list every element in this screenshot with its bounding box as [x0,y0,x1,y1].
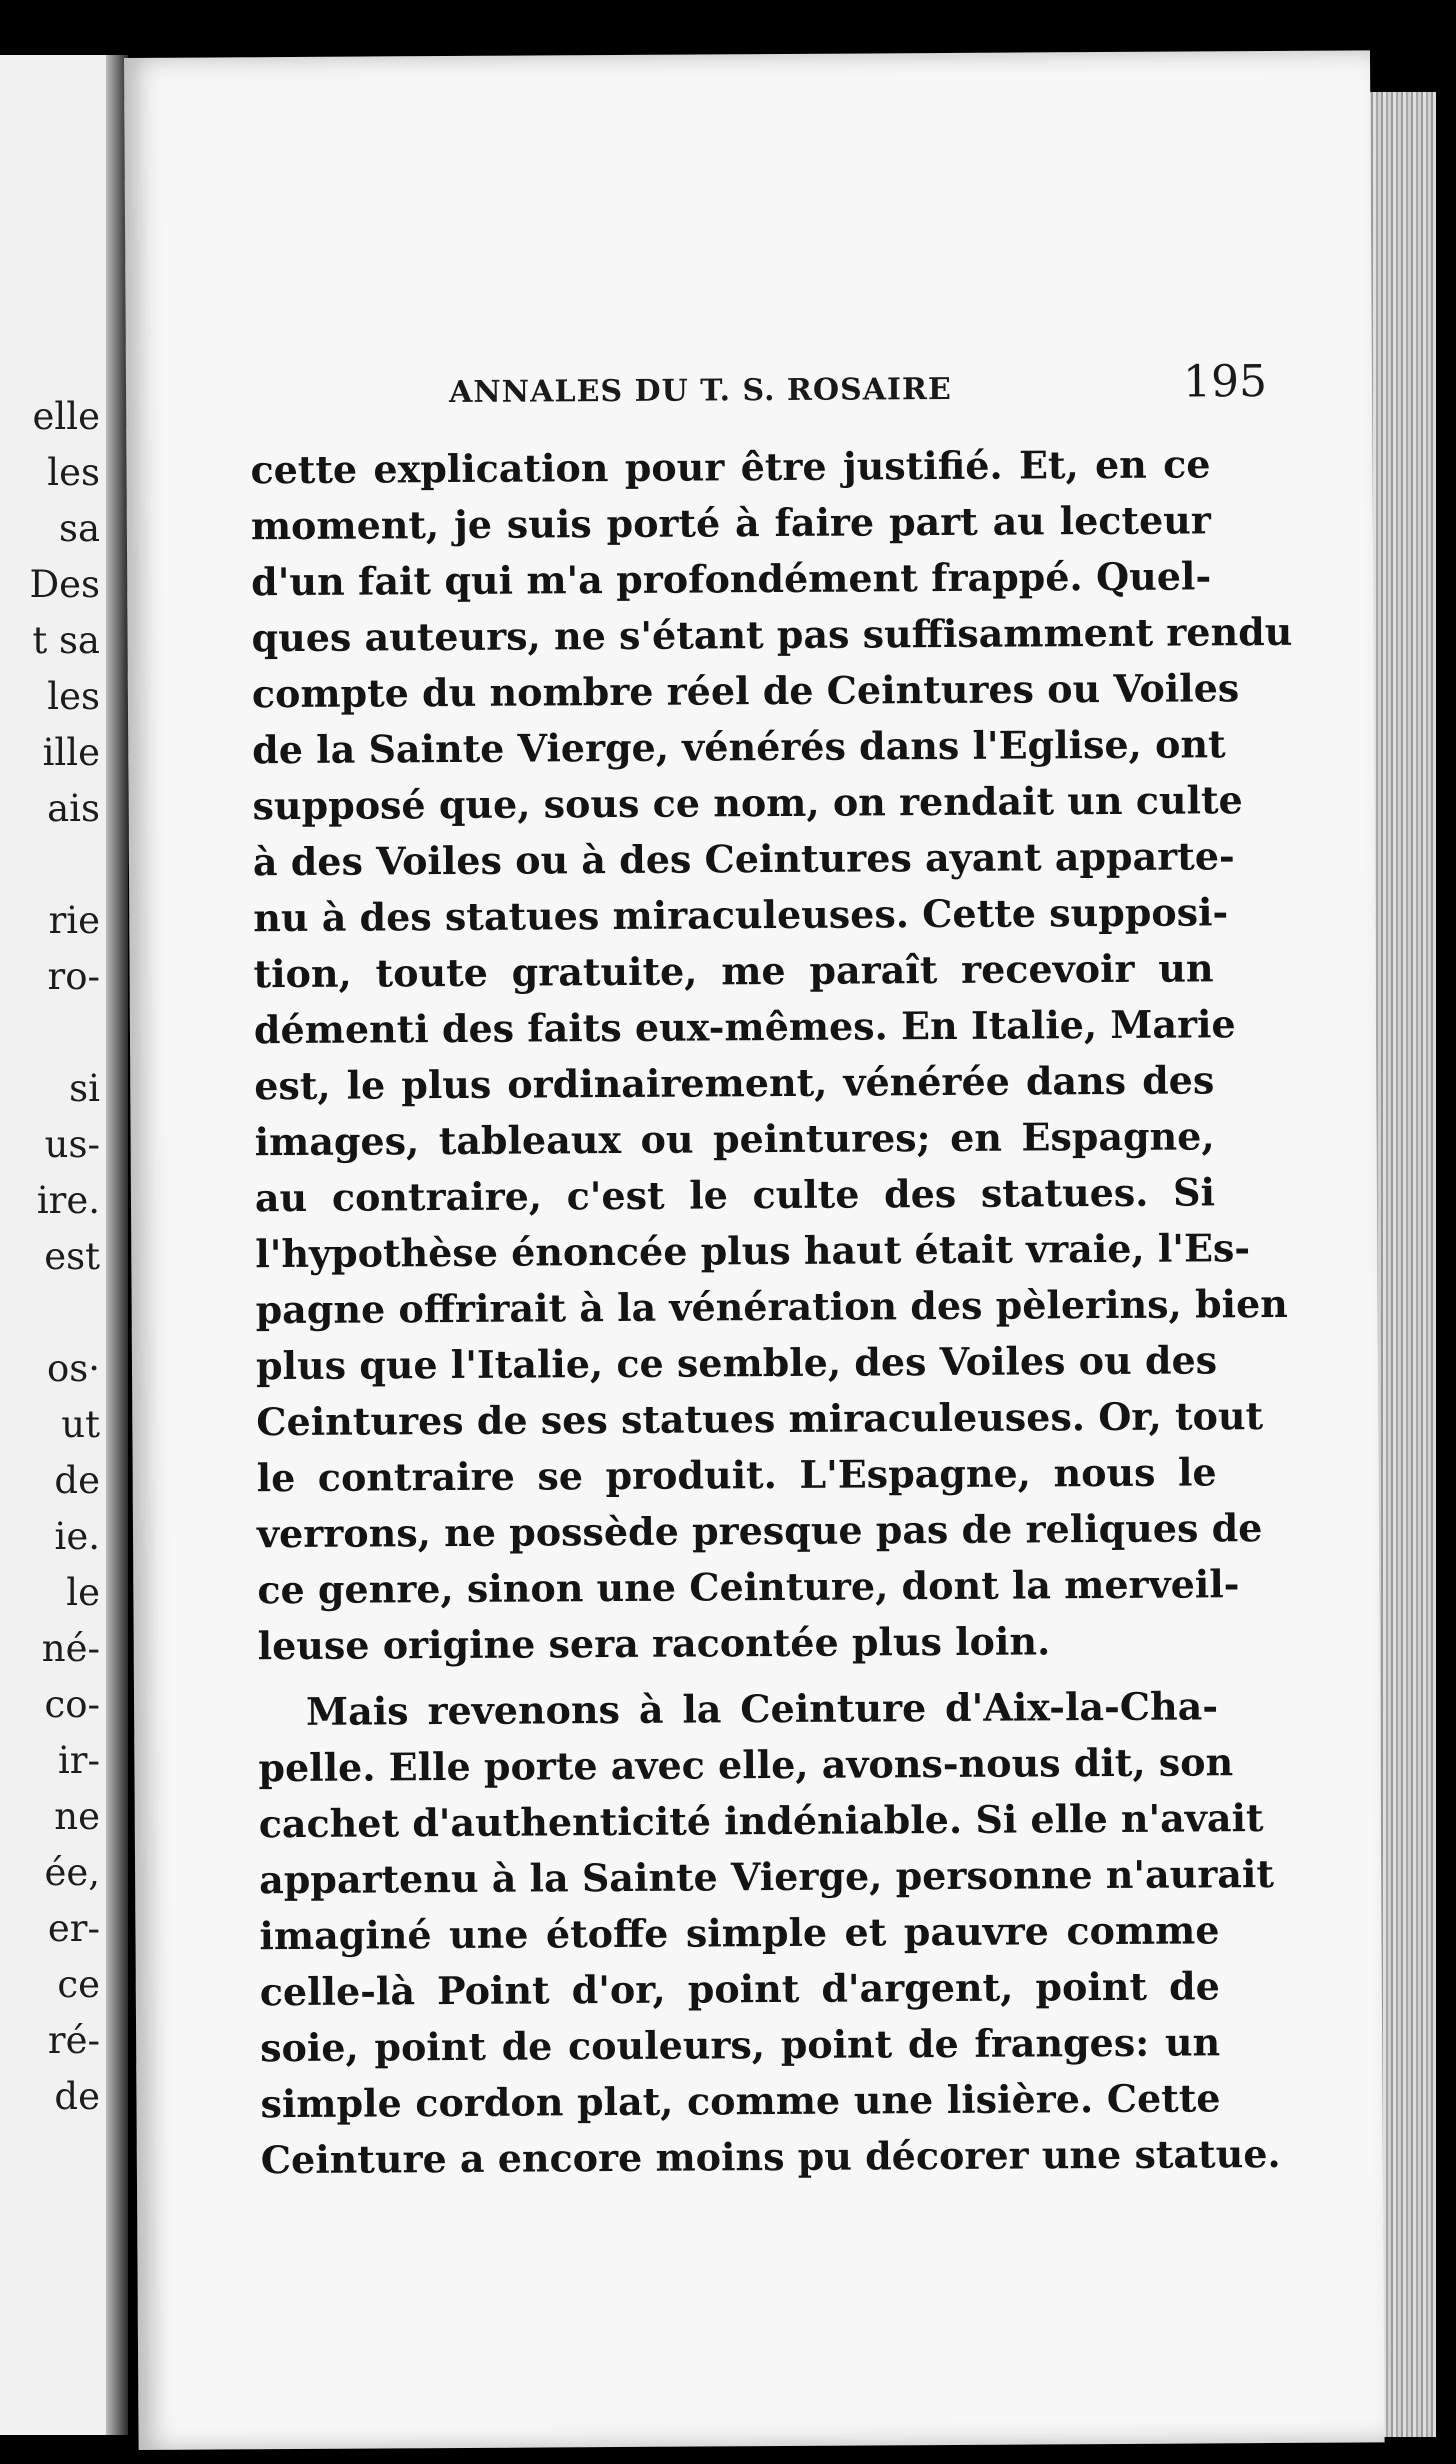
text-line: de la Sainte Vierge, vénérés dans l'Eglise, ont [252,721,1226,773]
text-line: le contraire se produit. L'Espagne, nous le [256,1449,1217,1501]
text-line: imaginé une étoffe simple et pauvre comme [259,1907,1220,1959]
text-line: compte du nombre réel de Ceintures ou Voiles [251,665,1240,717]
text-line: verrons, ne possède presque pas de reliques de [256,1505,1263,1557]
left-page-fragment: elle [32,395,100,438]
left-page-fragment: ré- [47,2019,100,2062]
text-line: Ceintures de ses statues miraculeuses. Or, tout [256,1393,1264,1445]
running-title: ANNALES DU T. S. ROSAIRE [448,371,952,411]
left-page-fragment: Des [29,563,100,606]
book-page [124,50,1385,2450]
text-line: celle-là Point d'or, point d'argent, point de [259,1963,1220,2015]
text-line: au contraire, c'est le culte des statues. Si [254,1169,1216,1221]
left-page-fragment: ce [57,1963,100,2006]
text-line: nu à des statues miraculeuses. Cette supposi- [253,889,1229,941]
left-page-fragment: ut [61,1403,100,1446]
left-page-fragment: ée, [44,1851,100,1894]
left-page-fragment: le [66,1571,100,1614]
running-head [319,356,1279,422]
left-page-fragment: est [44,1235,100,1278]
left-page-fragment: os· [46,1347,100,1390]
text-line: d'un fait qui m'a profondément frappé. Quel- [251,553,1212,605]
text-line: Mais revenons à la Ceinture d'Aix-la-Cha- [305,1683,1219,1734]
text-line: simple cordon plat, comme une lisière. Cette [260,2075,1221,2127]
left-page-fragment: les [47,675,100,718]
text-line: cachet d'authenticité indéniable. Si elle n'avait [258,1795,1264,1847]
text-line: supposé que, sous ce nom, on rendait un culte [252,777,1243,829]
body-text [250,436,1293,2188]
text-line: à des Voiles ou à des Ceintures ayant apparte- [252,833,1235,885]
text-line: soie, point de couleurs, point de franges: un [260,2019,1221,2071]
left-page-fragment: ne [54,1795,100,1838]
text-line: pagne offrirait à la vénération des pèlerins, bien [255,1280,1288,1333]
text-line: est, le plus ordinairement, vénérée dans des [254,1057,1215,1109]
text-line: images, tableaux ou peintures; en Espagne, [254,1113,1215,1165]
book-gutter [106,55,128,2435]
left-page-fragment: co- [44,1683,100,1726]
left-page-fragment: les [47,451,100,494]
text-line: Ceinture a encore moins pu décorer une statue. [260,2130,1281,2183]
text-line: ce genre, sinon une Ceinture, dont la merveil- [257,1561,1240,1613]
text-line: appartenu à la Sainte Vierge, personne n'aurait [258,1851,1275,1903]
text-line: moment, je suis porté à faire part au lecteur [250,497,1211,549]
text-line: plus que l'Italie, ce semble, des Voiles ou des [255,1337,1218,1389]
left-page-edge [0,55,128,2435]
text-line: leuse origine sera racontée plus loin. [257,1618,1051,1669]
left-page-fragment: ille [42,731,100,774]
text-line: pelle. Elle porte avec elle, avons-nous dit, son [258,1739,1234,1791]
left-page-fragment: de [54,1459,100,1502]
left-page-fragment: sa [58,507,100,550]
left-page-fragment: né- [41,1627,100,1670]
left-page-fragment: ire. [36,1179,100,1222]
left-page-fragment: ro- [47,955,100,998]
left-page-fragment: ir- [57,1739,100,1782]
left-page-fragment: de [54,2075,100,2118]
page-number: 195 [1182,356,1268,408]
left-page-fragment: us- [44,1123,100,1166]
left-page-fragment: ais [47,787,100,830]
left-page-fragment: ie. [54,1515,100,1558]
text-line: l'hypothèse énoncée plus haut était vraie, l'Es- [255,1225,1251,1277]
text-line: cette explication pour être justifié. Et, en ce [250,441,1211,493]
text-line: démenti des faits eux-mêmes. En Italie, Marie [253,1001,1236,1053]
left-page-fragment: si [69,1067,100,1110]
left-page-fragment: rie [48,899,100,942]
left-page-fragment: er- [47,1907,100,1950]
text-line: ques auteurs, ne s'étant pas suffisamment rendu [251,608,1293,661]
text-line: tion, toute gratuite, me paraît recevoir un [253,945,1214,997]
left-page-fragment: t sa [32,619,100,662]
